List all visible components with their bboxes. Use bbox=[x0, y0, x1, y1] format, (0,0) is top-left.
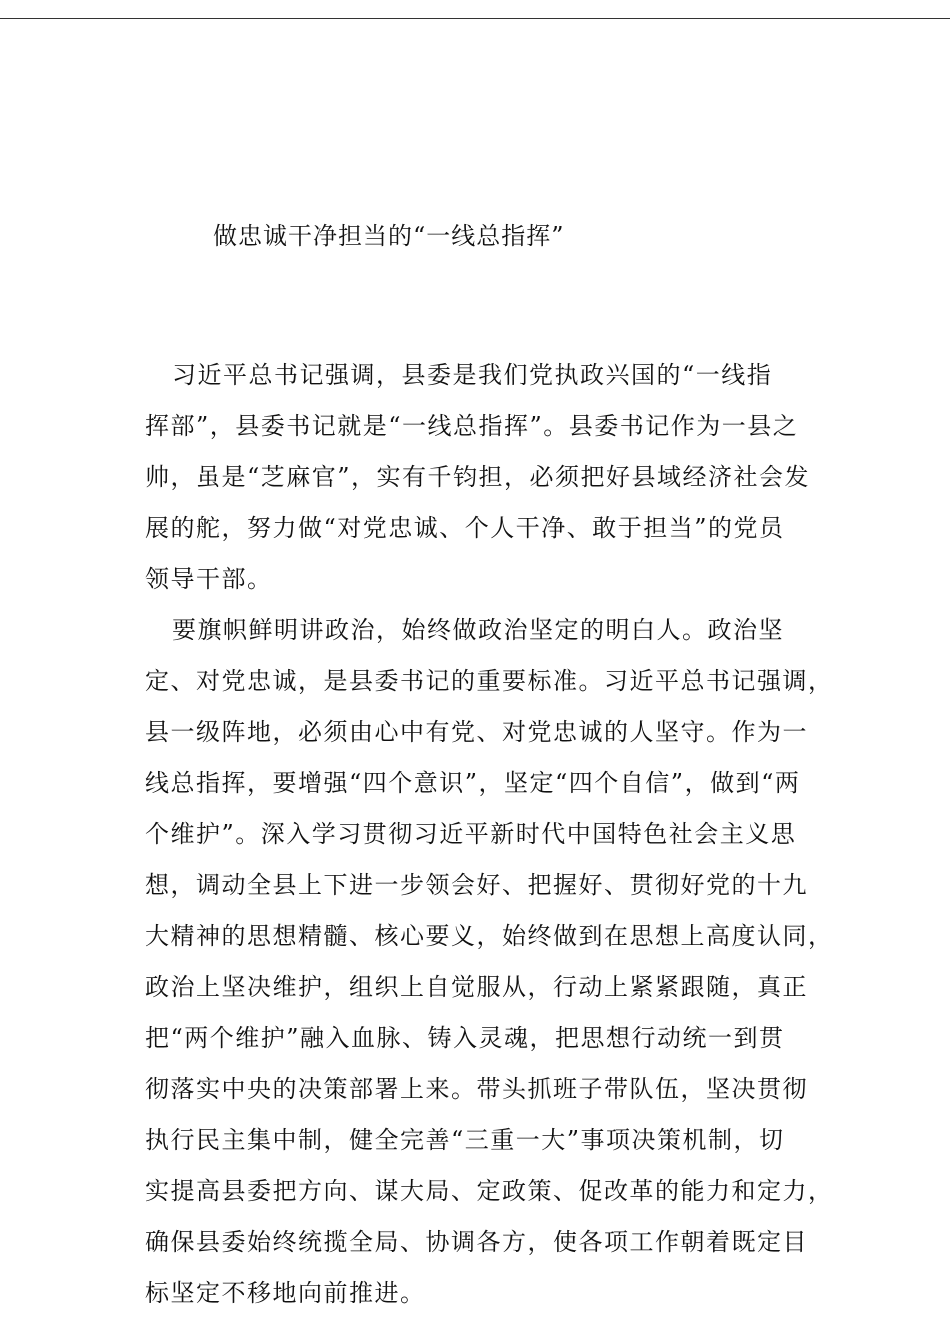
text-line: 大精神的思想精髓、核心要义，始终做到在思想上高度认同， bbox=[145, 922, 834, 950]
header-rule bbox=[0, 18, 950, 19]
text-line: 政治上坚决维护，组织上自觉服从，行动上紧紧跟随，真正 bbox=[145, 973, 808, 1001]
text-line: 习近平总书记强调，县委是我们党执政兴国的“一线指 bbox=[172, 361, 773, 389]
text-line: 个维护”。深入学习贯彻习近平新时代中国特色社会主义思 bbox=[145, 820, 797, 848]
text-line: 要旗帜鲜明讲政治，始终做政治坚定的明白人。政治坚 bbox=[172, 616, 784, 644]
text-line: 确保县委始终统揽全局、协调各方，使各项工作朝着既定目 bbox=[145, 1228, 808, 1256]
text-line: 领导干部。 bbox=[145, 565, 273, 593]
text-line: 帅，虽是“芝麻官”，实有千钧担，必须把好县域经济社会发 bbox=[145, 463, 811, 491]
text-line: 彻落实中央的决策部署上来。带头抓班子带队伍，坚决贯彻 bbox=[145, 1075, 808, 1103]
text-line: 标坚定不移地向前推进。 bbox=[145, 1279, 426, 1307]
text-line: 展的舵，努力做“对党忠诚、个人干净、敢于担当”的党员 bbox=[145, 514, 785, 542]
text-line: 想，调动全县上下进一步领会好、把握好、贯彻好党的十九 bbox=[145, 871, 808, 899]
text-line: 把“两个维护”融入血脉、铸入灵魂，把思想行动统一到贯 bbox=[145, 1024, 785, 1052]
text-line: 定、对党忠诚，是县委书记的重要标准。习近平总书记强调， bbox=[145, 667, 834, 695]
document-body bbox=[145, 356, 865, 1312]
text-line: 县一级阵地，必须由心中有党、对党忠诚的人坚守。作为一 bbox=[145, 718, 808, 746]
text-line: 实提高县委把方向、谋大局、定政策、促改革的能力和定力， bbox=[145, 1177, 834, 1205]
text-line: 线总指挥，要增强“四个意识”，坚定“四个自信”，做到“两 bbox=[145, 769, 801, 797]
text-line: 执行民主集中制，健全完善“三重一大”事项决策机制，切 bbox=[145, 1126, 785, 1154]
text-line: 挥部”，县委书记就是“一线总指挥”。县委书记作为一县之 bbox=[145, 412, 799, 440]
paragraph-2 bbox=[145, 611, 865, 1312]
document-title: 做忠诚干净担当的“一线总指挥” bbox=[213, 222, 565, 250]
paragraph-1 bbox=[145, 356, 865, 598]
